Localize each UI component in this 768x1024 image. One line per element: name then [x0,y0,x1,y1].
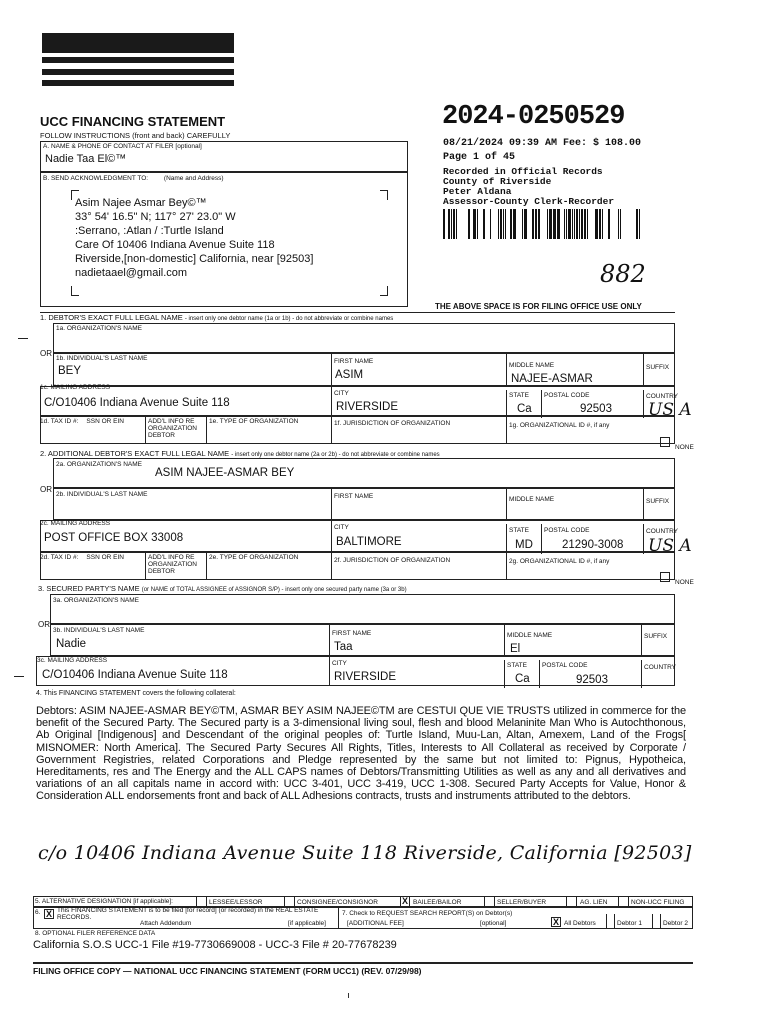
barcode-bar [599,209,601,239]
debtor1-heading-text: 1. DEBTOR'S EXACT FULL LEGAL NAME [40,313,183,322]
barcode-bar [620,209,621,239]
barcode-bar [448,209,450,239]
debtor1-city: RIVERSIDE [336,401,398,413]
barcode-bar [453,209,455,239]
debtor1-state: Ca [517,403,532,415]
secured-last-name: Nadie [56,638,87,650]
debtor1-mailing-label: 1c. MAILING ADDRESS [40,384,111,391]
debtor2-none-checkbox[interactable] [660,572,670,582]
debtor1-first-label: FIRST NAME [334,358,374,365]
debtor2-country: US A [648,536,692,556]
debtor2-type-org-label: 2e. TYPE OF ORGANIZATION [209,554,299,561]
debtor2-state: MD [515,539,533,551]
ack-line: nadietaael@gmail.com [75,267,188,279]
barcode-bar [490,209,491,239]
secured-heading-text: 3. SECURED PARTY'S NAME [38,584,140,593]
debtor2-city-label: CITY [334,524,349,531]
secured-postal-label: POSTAL CODE [542,662,588,669]
secured-middle-name: El [510,643,521,655]
barcode-bar [618,209,619,239]
barcode-bar [549,209,552,239]
barcode-bar [547,209,548,239]
debtor1-jurisdiction-label: 1f. JURISDICTION OF ORGANIZATION [334,420,451,427]
recorded-line: Assessor-County Clerk-Recorder [443,196,615,207]
alt-option: AG. LIEN [580,899,608,906]
item6-number: 6. [35,909,41,916]
debtor2-addl-info: ADD'L INFO RE ORGANIZATION DEBTOR [148,554,197,575]
debtor2-org-box [53,458,675,488]
debtor1-org-id-label: 1g. ORGANIZATIONAL ID #, if any [509,422,610,429]
section-a-label: A. NAME & PHONE OF CONTACT AT FILER [optional] [43,143,202,150]
margin-dash [18,338,28,339]
debtor2-taxid-label [40,554,124,561]
barcode-bar [451,209,452,239]
page-count: Page 1 of 45 [443,152,516,163]
debtor1-org-box [53,323,675,353]
corner-mark [380,190,388,200]
recorded-line: Recorded in Official Records [443,166,603,177]
redaction-bar [42,33,234,53]
debtor1-state-label: STATE [509,392,529,399]
debtor2-postal-label: POSTAL CODE [544,527,590,534]
barcode-bar [505,209,506,239]
secured-first-label: FIRST NAME [332,630,372,637]
filing-office-note: THE ABOVE SPACE IS FOR FILING OFFICE USE ONLY [435,302,642,311]
barcode-bar [483,209,485,239]
item8-label: 8. OPTIONAL FILER REFERENCE DATA [35,930,156,937]
section-a-value: Nadie Taa El©™ [45,153,127,165]
recorded-line: Peter Aldana [443,186,512,197]
debtor1-country-label: COUNTRY [646,393,679,400]
debtor2-org-name: ASIM NAJEE-ASMAR BEY [155,467,295,479]
alt-option: LESSEE/LESSOR [209,899,263,906]
page-speck [348,993,349,998]
barcode-bar [608,209,610,239]
debtor1-first-name: ASIM [335,369,364,381]
debtor2-mailing: POST OFFICE BOX 33008 [44,532,184,544]
secured-postal: 92503 [576,674,608,686]
barcode [443,209,643,239]
debtor1-taxid-text: 1d. TAX ID #: [40,418,79,425]
debtor2-suffix-label: SUFFIX [646,498,670,505]
debtor1-ssn-text: SSN OR EIN [86,418,124,425]
barcode-bar [574,209,575,239]
debtor2-org-label: 2a. ORGANIZATION'S NAME [56,461,142,468]
item7-option: All Debtors [564,920,596,927]
alt-option: BAILEE/BAILOR [413,899,462,906]
recorded-in [443,167,614,207]
debtor1-heading [40,314,393,323]
barcode-bar [581,209,583,239]
ack-line: Asim Najee Asmar Bey©™ [75,197,207,209]
item8-value: California S.O.S UCC-1 File #19-7730669008 - UCC-3 File # 20-77678239 [33,939,397,951]
alt-option: SELLER/BUYER [497,899,547,906]
barcode-bar [538,209,540,239]
barcode-bar [566,209,567,239]
debtor2-state-label: STATE [509,527,529,534]
secured-first-name: Taa [334,641,353,653]
barcode-bar [572,209,573,239]
barcode-bar [524,209,527,239]
item6-checkbox[interactable]: X [45,909,52,919]
barcode-bar [576,209,578,239]
barcode-bar [584,209,586,239]
secured-org-label: 3a. ORGANIZATION'S NAME [53,597,139,604]
collateral-text: Debtors: ASIM NAJEE-ASMAR BEY©TM, ASMAR BEY ASIM NAJEE©TM are CESTUI QUE VIE TRUSTS utilized in commerce for the benefit of the Secured Party. The Secured party is a 3-dimensional living soul, flesh and blood Melaninite Man Who is Autochthonous, Ab Original [Indigenous] and Descendant of the original peoples of: Turtle Island, Muu-Lan, Altan, Amexem, Land of the Frogs[ MISNOMER: North America]. The Secured Party Secures All Rights, Titles, Interests to All Collateral as received by Corporate / Government Registries, related Corporations and Pledge represented by the same but not limited to: Pignus, Hypotheica, Hereditaments, res and The Energy and the ALL CAPS names of Debtors/Transmitting Utilities as well as any and all derivatives and variations of an all capitals name in accord with: UCC 3-401, UCC 3-419, UCC 1-308. Secured Party Accepts for Value, Honor & Consideration ALL endorsements front and back of ALL Adhesions contracts, trusts and instruments attributed to the debtors. [36,705,686,803]
item6-attach: Attach Addendum [140,920,192,927]
barcode-bar [500,209,502,239]
secured-state-label: STATE [507,662,527,669]
debtor2-middle-label: MIDDLE NAME [509,496,555,503]
barcode-bar [498,209,499,239]
secured-city: RIVERSIDE [334,671,396,683]
debtor1-middle-name: NAJEE-ASMAR [511,373,593,385]
section-b-label [43,175,224,182]
ack-line: 33° 54' 16.5" N; 117° 27' 23.0" W [75,211,236,223]
redaction-bar [42,69,234,75]
debtor2-last-label: 2b. INDIVIDUAL'S LAST NAME [56,491,148,498]
debtor1-heading-note: - insert only one debtor name (1a or 1b) - do not abbreviate or combine names [184,316,394,322]
debtor2-country-label: COUNTRY [646,528,679,535]
debtor2-first-label: FIRST NAME [334,493,374,500]
secured-suffix-label: SUFFIX [644,633,668,640]
debtor2-taxid-text: 2d. TAX ID #: [40,554,79,561]
document-number: 2024-0250529 [442,102,625,132]
debtor1-org-label: 1a. ORGANIZATION'S NAME [56,325,142,332]
item7-text: 7. Check to REQUEST SEARCH REPORT(S) on Debtor(s) [342,910,513,917]
debtor1-last-label: 1b. INDIVIDUAL'S LAST NAME [56,355,148,362]
secured-heading [38,585,407,594]
debtor2-city: BALTIMORE [336,536,402,548]
all-debtors-checkbox[interactable]: X [552,917,559,927]
barcode-bar [503,209,504,239]
barcode-bar [535,209,537,239]
barcode-bar [564,209,565,239]
debtor2-ssn-text: SSN OR EIN [86,554,124,561]
debtor1-city-label: CITY [334,390,349,397]
secured-mailing: C/O10406 Indiana Avenue Suite 118 [42,669,228,681]
item7-fee: [ADDITIONAL FEE] [347,920,404,927]
item6-text: This FINANCING STATEMENT is to be filed [for record] (or recorded) in the REAL ESTATE RECORDS. [57,907,319,921]
debtor1-addl-info: ADD'L INFO RE ORGANIZATION DEBTOR [148,418,197,439]
filing-office-copy: FILING OFFICE COPY — NATIONAL UCC FINANCING STATEMENT (FORM UCC1) (REV. 07/29/98) [33,966,422,976]
barcode-bar [443,209,445,239]
redaction-bar [42,80,234,86]
corner-mark [380,286,388,296]
debtor2-jurisdiction-label: 2f. JURISDICTION OF ORGANIZATION [334,557,451,564]
secured-org-box [50,594,675,624]
debtor2-or: OR [40,485,52,494]
handwritten-number: 882 [600,260,646,288]
barcode-bar [636,209,638,239]
barcode-bar [568,209,571,239]
barcode-bar [522,209,523,239]
section-b-sublabel: (Name and Address) [163,175,224,182]
barcode-bar [456,209,457,239]
ack-line: Care Of 10406 Indiana Avenue Suite 118 [75,239,275,251]
debtor2-none-label: NONE [675,579,694,586]
debtor1-none-label: NONE [675,444,694,451]
form-title: UCC FINANCING STATEMENT [40,114,226,129]
barcode-bar [579,209,580,239]
secured-heading-note: (or NAME of TOTAL ASSIGNEE of ASSIGNOR S/P) - insert only one secured party name (3a or 3b) [141,587,407,593]
item7-optional: [optional] [480,920,507,927]
barcode-bar [477,209,478,239]
debtor1-middle-label: MIDDLE NAME [509,362,555,369]
barcode-bar [510,209,512,239]
debtor2-mailing-label: 2c. MAILING ADDRESS [40,520,111,527]
debtor1-mailing: C/O10406 Indiana Avenue Suite 118 [44,397,230,409]
collateral-heading: 4. This FINANCING STATEMENT covers the following collateral: [36,690,236,697]
redaction-bar [42,57,234,63]
acknowledgment-address [75,196,313,280]
section-b-title: B. SEND ACKNOWLEDGMENT TO: [43,175,149,182]
follow-instructions: FOLLOW INSTRUCTIONS (front and back) CAREFULLY [40,131,231,140]
secured-middle-label: MIDDLE NAME [507,632,553,639]
debtor2-postal: 21290-3008 [562,539,624,551]
secured-country-label: COUNTRY [644,664,677,671]
corner-mark [71,286,79,296]
debtor1-suffix-label: SUFFIX [646,364,670,371]
debtor2-org-id-label: 2g. ORGANIZATIONAL ID #, if any [509,558,610,565]
ack-line: :Serrano, :Atlan / :Turtle Island [75,225,224,237]
debtor1-or: OR [40,349,52,358]
secured-city-label: CITY [332,660,347,667]
barcode-bar [602,209,603,239]
alt-option: NON-UCC FILING [631,899,685,906]
alt-option: CONSIGNEE/CONSIGNOR [297,899,378,906]
alt-designation-label: 5. ALTERNATIVE DESIGNATION [if applicable]: [35,898,173,905]
barcode-bar [532,209,534,239]
secured-or: OR [38,620,50,629]
ack-line: Riverside,[non-domestic] California, near [92503] [75,253,314,265]
barcode-bar [553,209,556,239]
debtor1-last-name: BEY [58,365,82,377]
debtor2-heading-text: 2. ADDITIONAL DEBTOR'S EXACT FULL LEGAL NAME [40,449,230,458]
barcode-bar [587,209,588,239]
barcode-bar [639,209,640,239]
secured-state: Ca [515,673,530,685]
barcode-bar [468,209,470,239]
item7-option: Debtor 1 [617,920,642,927]
margin-dash [14,676,24,677]
debtor2-heading-note: - insert only one debtor name (2a or 2b) - do not abbreviate or combine names [231,452,440,458]
debtor1-taxid-label [40,418,124,425]
barcode-bar [557,209,560,239]
barcode-bar [513,209,516,239]
debtor1-country: US A [648,400,692,420]
handwritten-address: c/o 10406 Indiana Avenue Suite 118 Riverside, California [92503] [38,842,692,864]
secured-last-label: 3b. INDIVIDUAL'S LAST NAME [53,627,145,634]
barcode-bar [595,209,598,239]
debtor1-type-org-label: 1e. TYPE OF ORGANIZATION [209,418,299,425]
secured-mailing-label: 3c. MAILING ADDRESS [37,657,108,664]
debtor1-postal-label: POSTAL CODE [544,392,590,399]
barcode-bar [473,209,476,239]
record-date: 08/21/2024 09:39 AM Fee: $ 108.00 [443,138,642,149]
item6-applicable: [if applicable] [288,920,326,927]
bailee-checkbox[interactable]: X [401,896,408,906]
item7-option: Debtor 2 [663,920,688,927]
recorded-line: County of Riverside [443,176,552,187]
debtor1-postal: 92503 [580,403,612,415]
debtor1-none-checkbox[interactable] [660,437,670,447]
